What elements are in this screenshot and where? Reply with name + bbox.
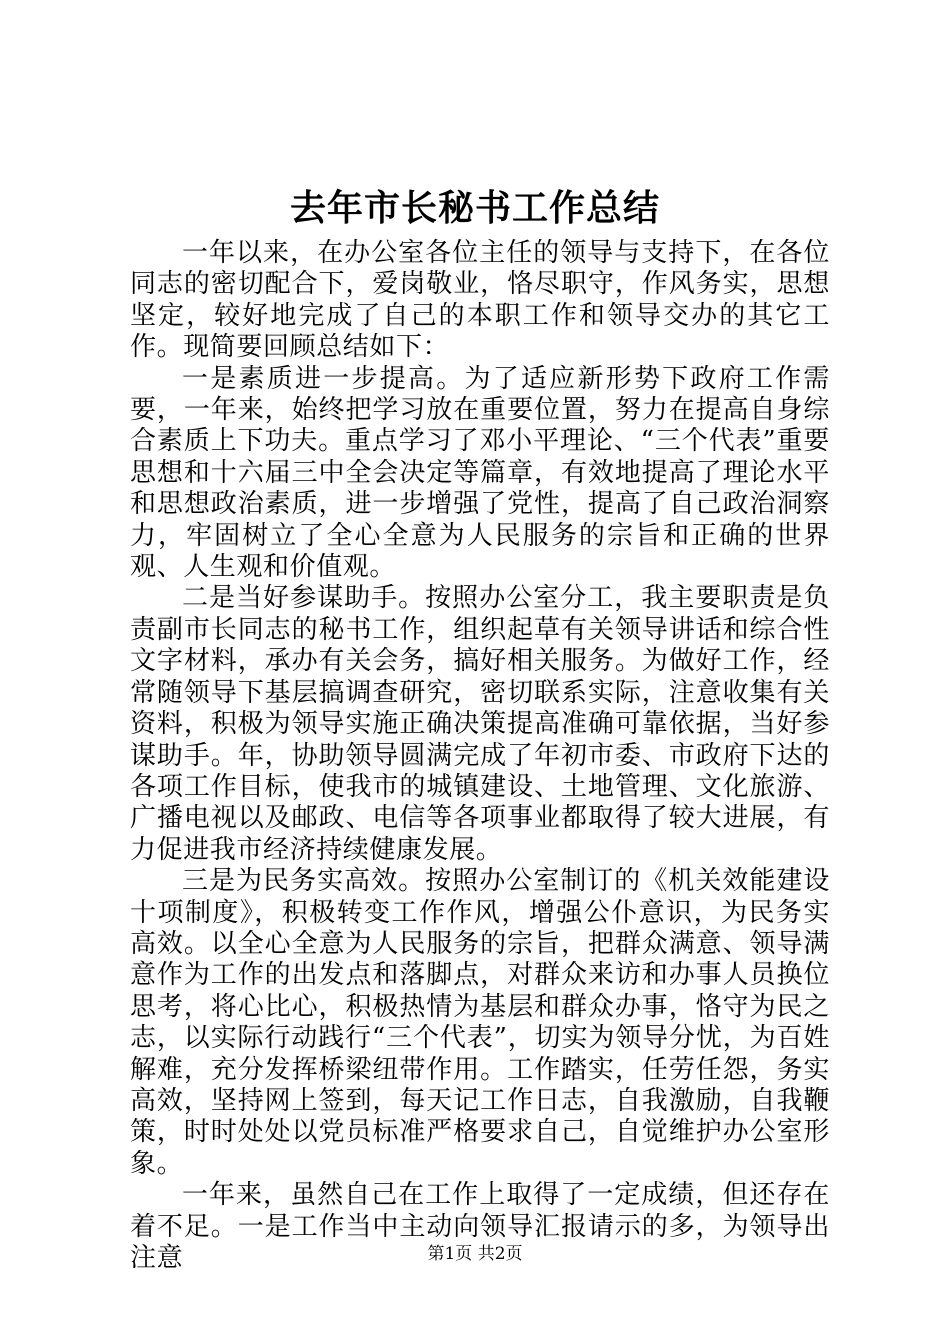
paragraph-efficiency: 三是为民务实高效。按照办公室制订的《机关效能建设十项制度》，积极转变工作作风，增强公仆意识，为民务实高效。以全心全意为人民服务的宗旨，把群众满意、领导满意作为工作的出发点和落脚点，对群众来访和办事人员换位思考，将心比心，积极热情为基层和群众办事，恪守为民之志，以实际行动践行“三个代表”，切实为领导分忧，为百姓解难，充分发挥桥梁纽带作用。工作踏实，任劳任怨，务实高效，坚持网上签到，每天记工作日志，自我激励，自我鞭策，时时处处以党员标准严格要求自己，自觉维护办公室形象。 bbox=[130, 866, 830, 1179]
paragraph-quality: 一是素质进一步提高。为了适应新形势下政府工作需要，一年来，始终把学习放在重要位置，努力在提高自身综合素质上下功夫。重点学习了邓小平理论、“三个代表”重要思想和十六届三中全会决定等篇章，有效地提高了理论水平和思想政治素质，进一步增强了党性，提高了自己政治洞察力，牢固树立了全心全意为人民服务的宗旨和正确的世界观、人生观和价值观。 bbox=[130, 363, 830, 583]
paragraph-assistant: 二是当好参谋助手。按照办公室分工，我主要职责是负责副市长同志的秘书工作，组织起草有关领导讲话和综合性文字材料，承办有关会务，搞好相关服务。为做好工作，经常随领导下基层搞调查研究，密切联系实际，注意收集有关资料，积极为领导实施正确决策提高准确可靠依据，当好参谋助手。年，协助领导圆满完成了年初市委、市政府下达的各项工作目标，使我市的城镇建设、土地管理、文化旅游、广播电视以及邮政、电信等各项事业都取得了较大进展，有力促进我市经济持续健康发展。 bbox=[130, 583, 830, 865]
paragraph-intro: 一年以来，在办公室各位主任的领导与支持下，在各位同志的密切配合下，爱岗敬业，恪尽职守，作风务实，思想坚定，较好地完成了自己的本职工作和领导交办的其它工作。现简要回顾总结如下： bbox=[130, 238, 830, 363]
page-footer: 第1页 共2页 bbox=[427, 1244, 523, 1264]
paragraph-shortcomings: 一年来，虽然自己在工作上取得了一定成绩，但还存在着不足。一是工作当中主动向领导汇报请示的多，为领导出注意 bbox=[130, 1180, 830, 1273]
document-title: 去年市长秘书工作总结 bbox=[289, 187, 660, 229]
document-body bbox=[130, 238, 830, 1274]
